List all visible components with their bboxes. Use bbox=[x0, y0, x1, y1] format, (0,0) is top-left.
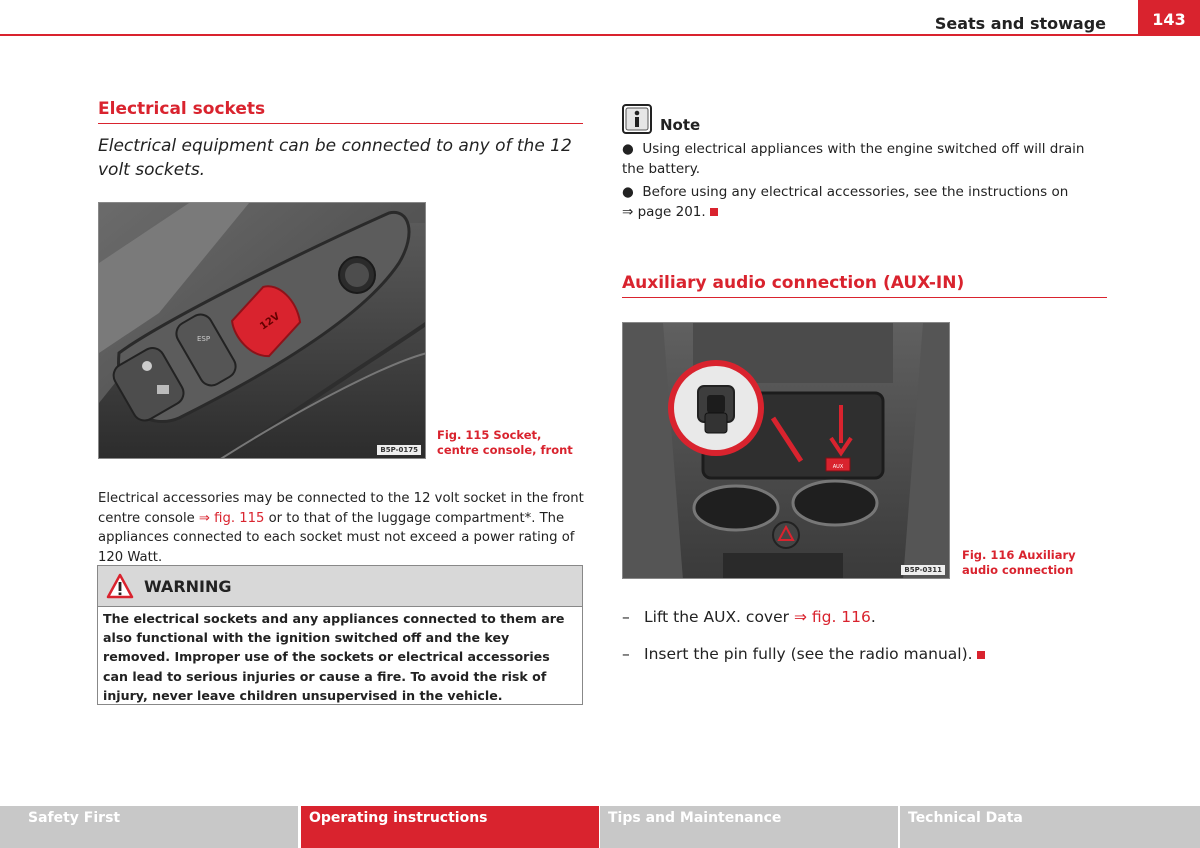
esp-switch-label: ESP bbox=[197, 335, 211, 343]
electrical-sockets-intro: Electrical equipment can be connected to any of the 12 volt sockets. bbox=[98, 136, 572, 180]
step-2 bbox=[622, 645, 985, 663]
warning-box bbox=[97, 565, 583, 705]
fig-116-link[interactable]: ⇒ fig. 116 bbox=[793, 608, 871, 626]
end-of-section-marker bbox=[710, 208, 718, 216]
body-text-part1: Electrical accessories may be connected to the 12 volt socket in the front centre console bbox=[98, 491, 584, 526]
figure-116-code: B5P-0311 bbox=[901, 565, 945, 575]
footer-tab-tips-and-maintenance[interactable]: Tips and Maintenance bbox=[600, 806, 898, 848]
page-number: 143 bbox=[1138, 0, 1200, 36]
footer-tab-safety-first[interactable]: Safety First bbox=[0, 806, 298, 848]
step-1 bbox=[622, 608, 876, 626]
aux-console-illustration bbox=[623, 323, 950, 579]
centre-console-illustration bbox=[99, 203, 426, 459]
note-bullet-2-text: Before using any electrical accessories, see the instructions on bbox=[642, 184, 1069, 200]
info-icon bbox=[622, 104, 652, 134]
aux-in-heading: Auxiliary audio connection (AUX-IN) bbox=[622, 273, 1107, 298]
note-bullet-2 bbox=[622, 182, 1092, 222]
figure-116-caption: Fig. 116 Auxiliary audio connection bbox=[962, 548, 1076, 577]
figure-115-code: B5P-0175 bbox=[377, 445, 421, 455]
figure-116-image bbox=[622, 322, 950, 579]
electrical-sockets-body bbox=[98, 489, 586, 567]
note-bullet-1 bbox=[622, 139, 1092, 179]
step-1-text: Lift the AUX. cover bbox=[644, 608, 794, 626]
aux-cover-label: AUX bbox=[832, 464, 844, 470]
end-of-section-marker bbox=[977, 651, 985, 659]
body-text-part2: or to that of the luggage compartment*. The appliances connected to each socket must not exceed a power rating of 120 Watt. bbox=[98, 510, 575, 565]
electrical-sockets-heading: Electrical sockets bbox=[98, 99, 583, 124]
footer-tab-operating-instructions[interactable]: Operating instructions bbox=[301, 806, 599, 848]
note-title: Note bbox=[660, 116, 701, 134]
warning-text: The electrical sockets and any appliances connected to them are also functional with the ignition switched off and the key removed. Improper use of the sockets or electrical accessories can lead to serious injuries or cause a fire. To avoid the risk of injury, never leave children unsupervised in the vehicle. bbox=[103, 611, 565, 703]
footer-tab-technical-data[interactable]: Technical Data bbox=[900, 806, 1200, 848]
bullet-dot-icon: ● bbox=[622, 184, 643, 200]
warning-triangle-icon bbox=[106, 573, 134, 599]
socket-cap-label: 12V bbox=[258, 310, 283, 333]
figure-115-caption: Fig. 115 Socket, centre console, front bbox=[437, 428, 573, 457]
step-1-period: . bbox=[870, 608, 876, 626]
warning-header bbox=[98, 566, 582, 607]
warning-label: WARNING bbox=[144, 577, 232, 596]
step-dash: – bbox=[622, 645, 630, 663]
section-header-title: Seats and stowage bbox=[934, 14, 1106, 33]
step-2-text: Insert the pin fully (see the radio manual). bbox=[644, 645, 973, 663]
note-bullet-1-text: Using electrical appliances with the engine switched off will drain the battery. bbox=[622, 141, 1085, 177]
bullet-dot-icon: ● bbox=[622, 141, 643, 157]
fig-115-link[interactable]: ⇒ fig. 115 bbox=[198, 510, 265, 526]
step-dash: – bbox=[622, 608, 630, 626]
header-rule bbox=[0, 34, 1140, 36]
figure-115-image bbox=[98, 202, 426, 459]
page-201-link[interactable]: ⇒ page 201. bbox=[622, 204, 706, 220]
